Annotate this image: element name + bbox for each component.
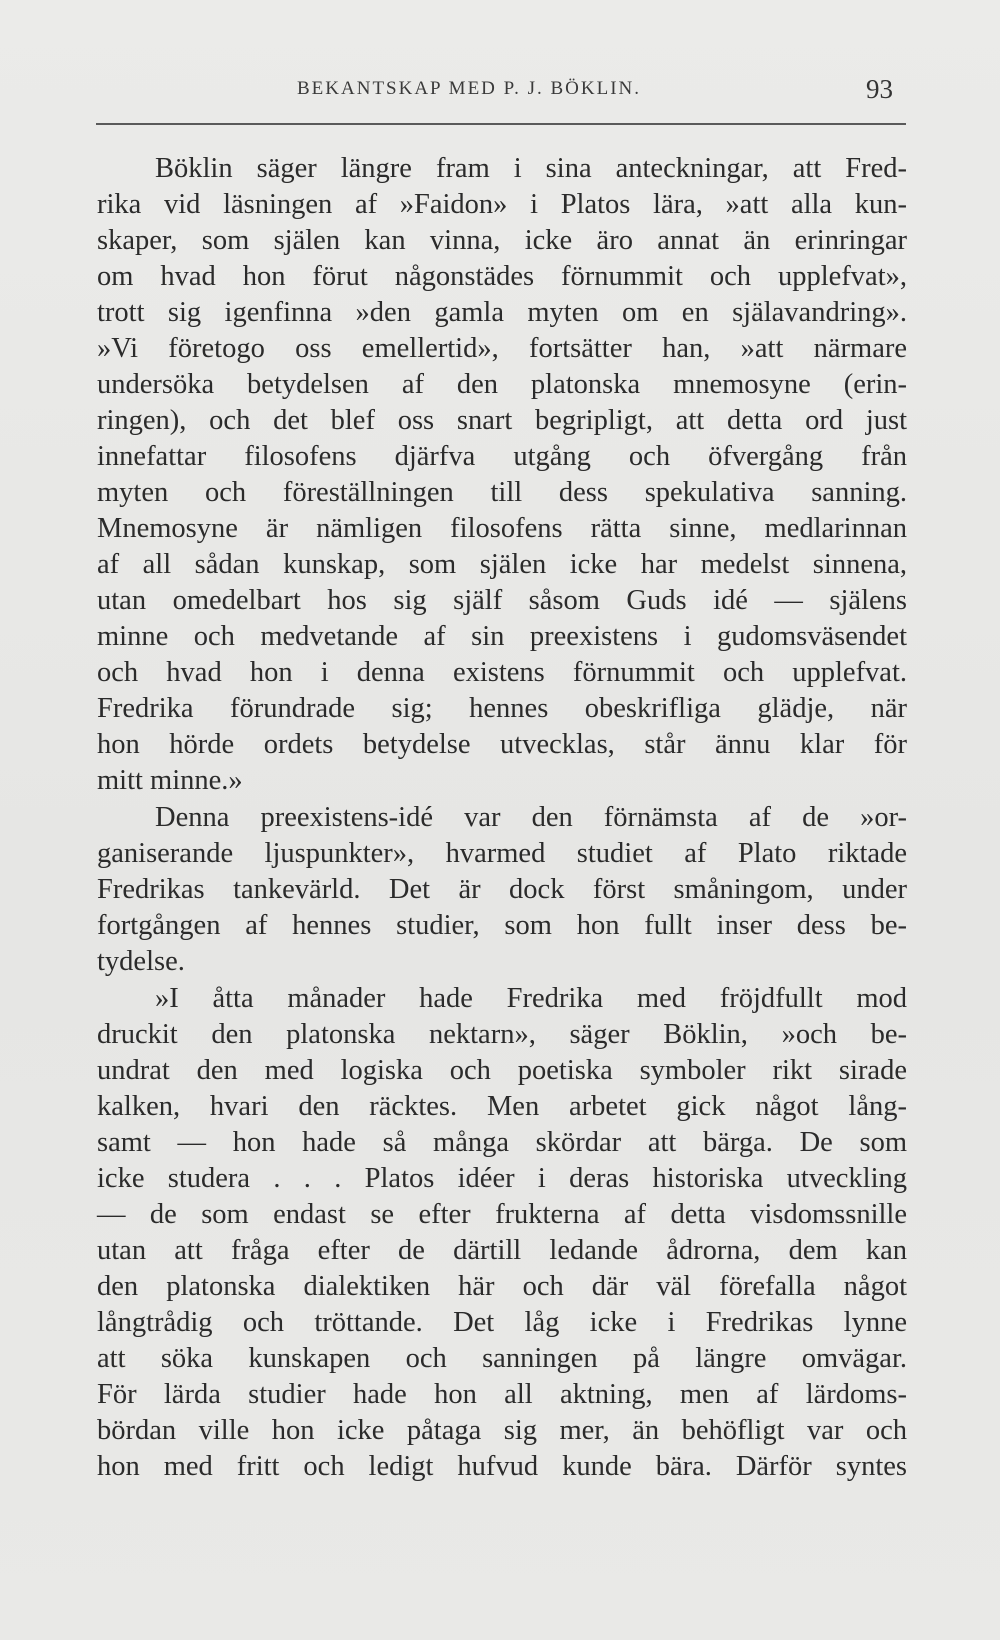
text-line: druckit den platonska nektarn», säger Böklin, »och be-	[97, 1019, 907, 1050]
header-rule	[96, 123, 906, 125]
text-line: af all sådan kunskap, som själen icke har medelst sinnena,	[97, 549, 907, 580]
text-line: För lärda studier hade hon all aktning, men af lärdoms-	[97, 1379, 907, 1410]
text-line: om hvad hon förut någonstädes förnummit och upplefvat»,	[97, 261, 907, 292]
running-header: BEKANTSKAP MED P. J. BÖKLIN.	[297, 78, 642, 99]
text-line: skaper, som själen kan vinna, icke äro annat än erinringar	[97, 225, 907, 256]
text-line: — de som endast se efter frukterna af detta visdomssnille	[97, 1199, 907, 1230]
text-line: mitt minne.»	[97, 765, 243, 796]
text-line: utan omedelbart hos sig själf såsom Guds idé — själens	[97, 585, 907, 616]
text-line: den platonska dialektiken här och där väl förefalla något	[97, 1271, 907, 1302]
text-line: hon hörde ordets betydelse utvecklas, står ännu klar för	[97, 729, 907, 760]
text-line: Fredrikas tankevärld. Det är dock först småningom, under	[97, 874, 907, 905]
text-line: samt — hon hade så många skördar att bärga. De som	[97, 1127, 907, 1158]
text-line: Fredrika förundrade sig; hennes obeskrifliga glädje, när	[97, 693, 907, 724]
text-line: ganiserande ljuspunkter», hvarmed studiet af Plato riktade	[97, 838, 907, 869]
text-line: ringen), och det blef oss snart begripligt, att detta ord just	[97, 405, 907, 436]
text-line: Denna preexistens-idé var den förnämsta af de »or-	[155, 802, 907, 833]
text-line: utan att fråga efter de därtill ledande ådrorna, dem kan	[97, 1235, 907, 1266]
text-line: fortgången af hennes studier, som hon fullt inser dess be-	[97, 910, 907, 941]
text-line: undersöka betydelsen af den platonska mnemosyne (erin-	[97, 369, 907, 400]
text-line: icke studera . . . Platos idéer i deras historiska utveckling	[97, 1163, 907, 1194]
text-line: »I åtta månader hade Fredrika med fröjdfullt mod	[155, 983, 907, 1014]
text-line: långtrådig och tröttande. Det låg icke i Fredrikas lynne	[97, 1307, 907, 1338]
text-line: kalken, hvari den räcktes. Men arbetet gick något lång-	[97, 1091, 907, 1122]
text-line: bördan ville hon icke påtaga sig mer, än behöfligt var och	[97, 1415, 907, 1446]
text-line: hon med fritt och ledigt hufvud kunde bära. Därför syntes	[97, 1451, 907, 1482]
text-line: innefattar filosofens djärfva utgång och öfvergång från	[97, 441, 907, 472]
text-line: myten och föreställningen till dess spekulativa sanning.	[97, 477, 907, 508]
text-line: trott sig igenfinna »den gamla myten om en själavandring».	[97, 297, 907, 328]
text-line: undrat den med logiska och poetiska symboler rikt sirade	[97, 1055, 907, 1086]
text-line: att söka kunskapen och sanningen på längre omvägar.	[97, 1343, 907, 1374]
text-line: Mnemosyne är nämligen filosofens rätta sinne, medlarinnan	[97, 513, 907, 544]
text-line: minne och medvetande af sin preexistens i gudomsväsendet	[97, 621, 907, 652]
page-number: 93	[866, 74, 893, 104]
text-line: »Vi företogo oss emellertid», fortsätter han, »att närmare	[97, 333, 907, 364]
text-line: rika vid läsningen af »Faidon» i Platos lära, »att alla kun-	[97, 189, 907, 220]
text-line: tydelse.	[97, 946, 185, 977]
text-line: och hvad hon i denna existens förnummit och upplefvat.	[97, 657, 907, 688]
text-line: Böklin säger längre fram i sina anteckningar, att Fred-	[155, 153, 907, 184]
